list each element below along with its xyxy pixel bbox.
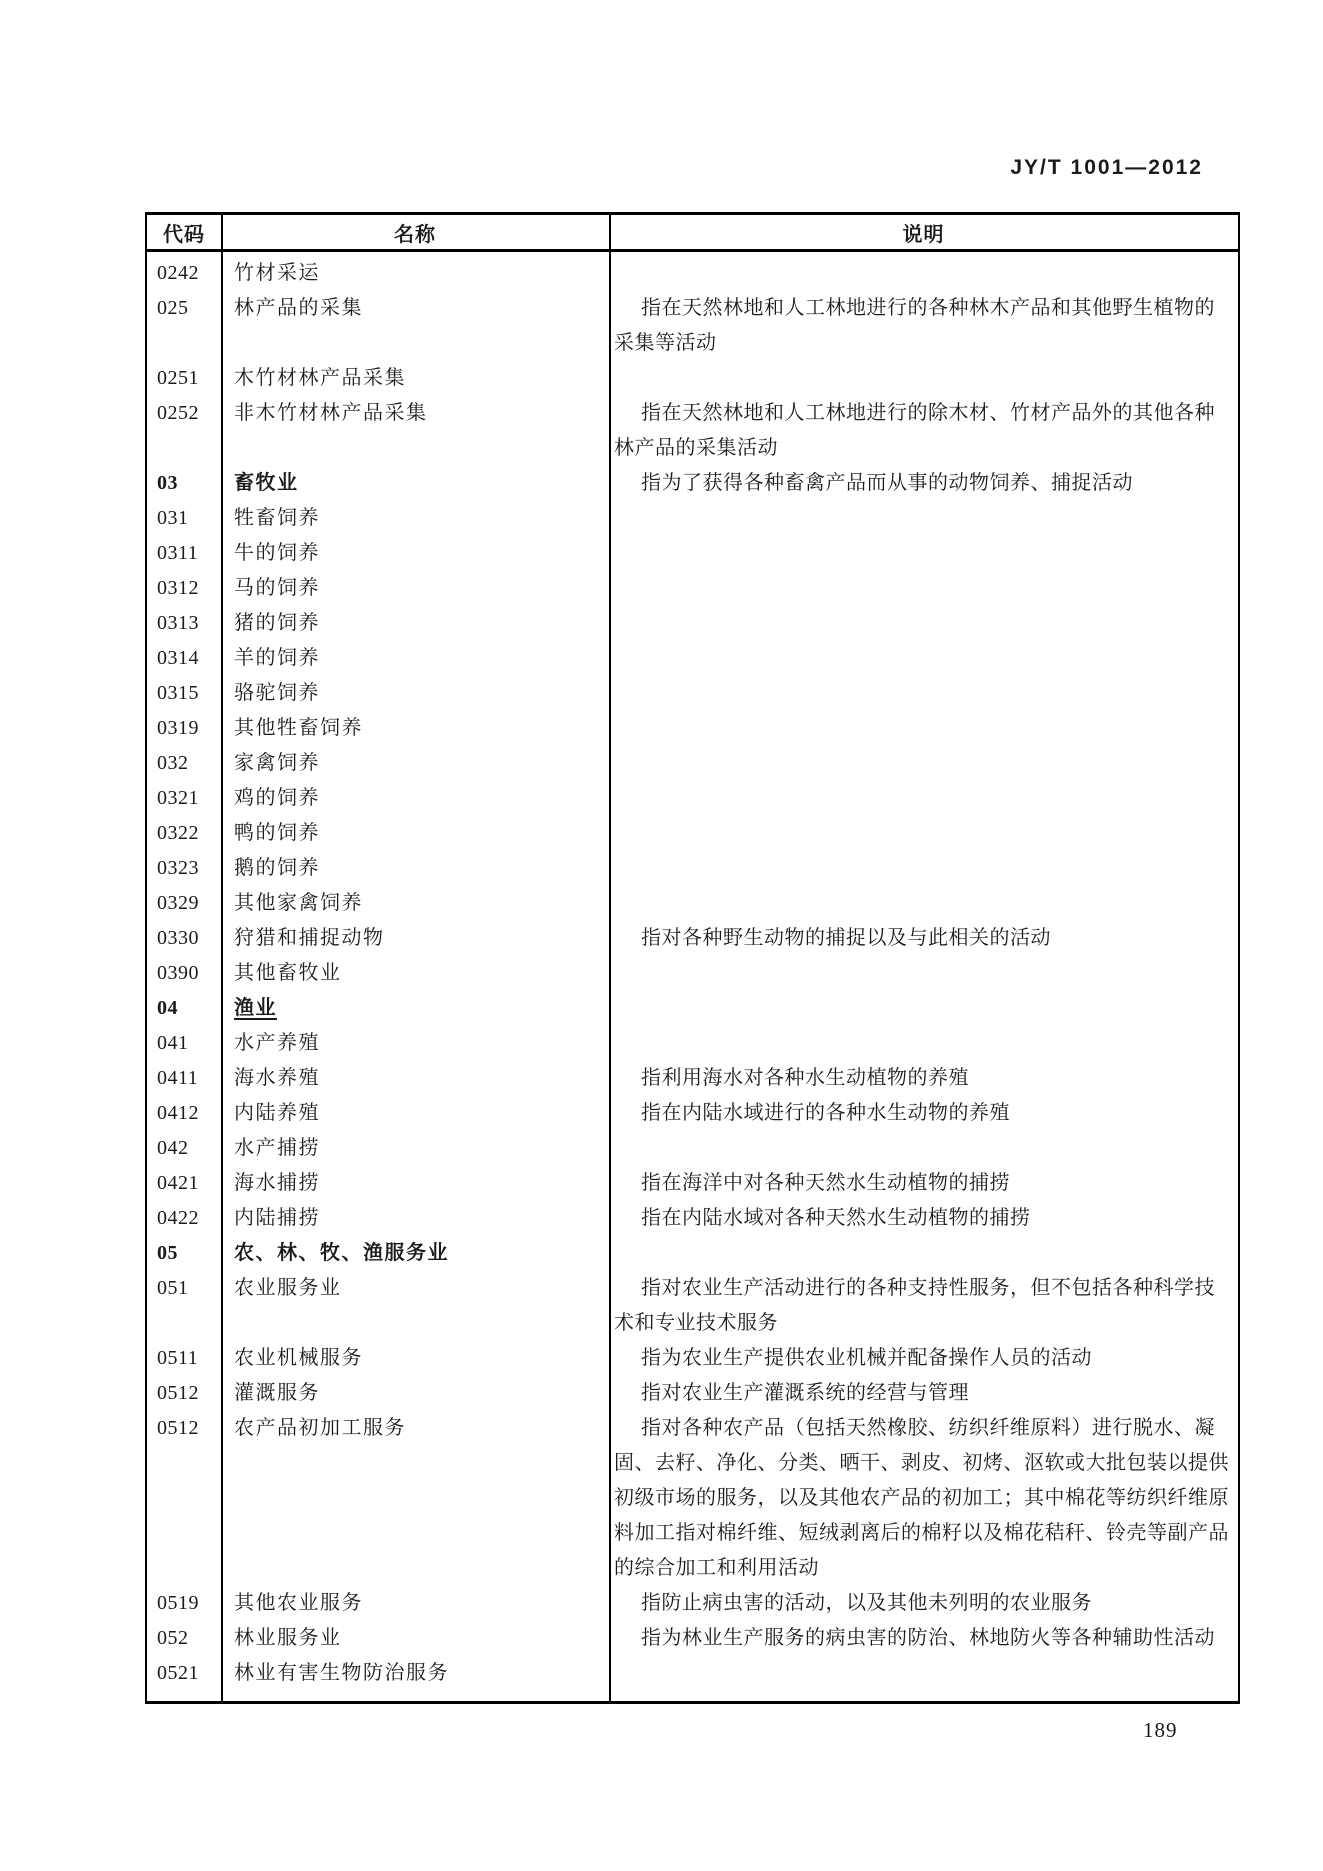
name-cell [221,886,609,921]
name-cell [221,396,609,431]
table-row [147,956,1238,991]
table-row [147,536,1238,571]
name-cell [221,1061,609,1096]
name-cell [221,1166,609,1201]
code-cell: 0412 [157,1102,199,1124]
table-row [147,1131,1238,1166]
page-number: 189 [1143,1718,1178,1742]
name-text: 内陆养殖 [234,1102,320,1124]
code-cell: 0311 [157,542,199,564]
code-cell: 0519 [157,1592,199,1614]
table-row [147,1096,1238,1131]
name-cell [221,536,609,571]
code-cell: 04 [157,997,178,1019]
name-text: 农、林、牧、渔服务业 [234,1242,449,1264]
name-cell [221,361,609,396]
name-cell [221,1411,609,1446]
table-row [147,676,1238,711]
code-cell: 0251 [157,367,199,389]
table-row [147,921,1238,956]
table-row [147,1656,1238,1691]
table-row [147,361,1238,396]
name-cell [221,256,609,291]
name-cell [221,1271,609,1306]
code-cell: 0319 [157,717,199,739]
name-text: 内陆捕捞 [234,1207,320,1229]
name-cell [221,1236,609,1271]
code-cell: 0512 [157,1417,199,1439]
code-cell: 0512 [157,1382,199,1404]
name-text: 农产品初加工服务 [234,1417,406,1439]
code-cell: 0511 [157,1347,199,1369]
name-cell [221,1131,609,1166]
description-cell: 指为了获得各种畜禽产品而从事的动物饲养、捕捉活动 [641,472,1133,494]
name-text: 海水捕捞 [234,1172,320,1194]
description-cell: 指在内陆水域对各种天然水生动植物的捕捞 [641,1207,1031,1229]
name-cell [221,466,609,501]
description-cell: 指在天然林地和人工林地进行的除木材、竹材产品外的其他各种林产品的采集活动 [614,402,1215,459]
name-text: 骆驼饲养 [234,682,320,704]
table-row [147,1271,1238,1341]
name-cell [221,1586,609,1621]
name-cell [221,921,609,956]
table-header-row [147,215,1238,252]
code-cell: 0313 [157,612,199,634]
code-cell: 05 [157,1242,178,1264]
name-cell [221,711,609,746]
name-text: 水产养殖 [234,1032,320,1054]
description-cell: 指在海洋中对各种天然水生动植物的捕捞 [641,1172,1010,1194]
name-cell [221,1621,609,1656]
code-cell: 0314 [157,647,199,669]
table-row [147,746,1238,781]
table-row [147,396,1238,466]
column-header-code: 代码 [163,223,205,246]
name-cell [221,1656,609,1691]
name-text: 其他畜牧业 [234,962,342,984]
code-cell: 0323 [157,857,199,879]
name-text: 其他家禽饲养 [234,892,363,914]
name-text: 竹材采运 [234,262,320,284]
code-cell: 0321 [157,787,199,809]
classification-table [145,212,1240,1704]
table-row [147,1411,1238,1586]
name-text: 羊的饲养 [234,647,320,669]
name-text: 林业有害生物防治服务 [234,1662,449,1684]
column-divider [221,215,223,1701]
name-cell [221,291,609,326]
code-cell: 0322 [157,822,199,844]
code-cell: 0390 [157,962,199,984]
name-text: 林产品的采集 [234,297,363,319]
name-cell [221,676,609,711]
code-cell: 0330 [157,927,199,949]
name-cell [221,571,609,606]
name-text: 鸭的饲养 [234,822,320,844]
name-cell [221,1026,609,1061]
name-cell [221,606,609,641]
name-cell [221,641,609,676]
code-cell: 0411 [157,1067,199,1089]
table-row [147,1341,1238,1376]
table-row [147,291,1238,361]
table-row [147,991,1238,1026]
code-cell: 052 [157,1627,189,1649]
name-text: 农业服务业 [234,1277,342,1299]
description-cell: 指对农业生产灌溉系统的经营与管理 [641,1382,969,1404]
table-row [147,501,1238,536]
table-row [147,466,1238,501]
table-row [147,641,1238,676]
code-cell: 0315 [157,682,199,704]
name-cell [221,1341,609,1376]
name-text: 牛的饲养 [234,542,320,564]
code-cell: 0521 [157,1662,199,1684]
name-cell [221,1096,609,1131]
table-row [147,606,1238,641]
name-text: 海水养殖 [234,1067,320,1089]
table-row [147,256,1238,291]
table-row [147,1236,1238,1271]
table-row [147,1026,1238,1061]
name-cell [221,746,609,781]
name-cell [221,956,609,991]
name-text: 木竹材林产品采集 [234,367,406,389]
description-cell: 指为林业生产服务的病虫害的防治、林地防火等各种辅助性活动 [641,1627,1215,1649]
table-row [147,571,1238,606]
description-cell: 指在内陆水域进行的各种水生动物的养殖 [641,1102,1010,1124]
name-text: 牲畜饲养 [234,507,320,529]
name-text: 林业服务业 [234,1627,342,1649]
description-cell: 指利用海水对各种水生动植物的养殖 [641,1067,969,1089]
name-text: 畜牧业 [234,472,299,494]
code-cell: 0312 [157,577,199,599]
column-header-name: 名称 [394,223,436,246]
column-divider [609,215,611,1701]
code-cell: 03 [157,472,178,494]
code-cell: 0421 [157,1172,199,1194]
table-row [147,1376,1238,1411]
code-cell: 042 [157,1137,189,1159]
code-cell: 0329 [157,892,199,914]
table-row [147,711,1238,746]
name-text: 农业机械服务 [234,1347,363,1369]
description-cell: 指对各种野生动物的捕捉以及与此相关的活动 [641,927,1051,949]
name-cell [221,816,609,851]
code-cell: 032 [157,752,189,774]
name-text: 家禽饲养 [234,752,320,774]
table-row [147,1586,1238,1621]
table-row [147,1166,1238,1201]
name-text: 其他牲畜饲养 [234,717,363,739]
name-cell [221,991,609,1026]
name-text: 鸡的饲养 [234,787,320,809]
code-cell: 031 [157,507,189,529]
name-text: 其他农业服务 [234,1592,363,1614]
name-cell [221,851,609,886]
name-text: 猪的饲养 [234,612,320,634]
name-cell [221,1376,609,1411]
table-row [147,1061,1238,1096]
table-body [147,252,1238,1701]
table-row [147,1621,1238,1656]
name-text: 渔业 [234,997,277,1019]
name-text: 鹅的饲养 [234,857,320,879]
description-cell: 指防止病虫害的活动，以及其他未列明的农业服务 [641,1592,1092,1614]
description-cell: 指对各种农产品（包括天然橡胶、纺织纤维原料）进行脱水、凝固、去籽、净化、分类、晒干、剥皮、初烤、沤软或大批包装以提供初级市场的服务，以及其他农产品的初加工；其中棉花等纺织纤维原料加工指对棉纤维、短绒剥离后的棉籽以及棉花秸秆、铃壳等副产品的综合加工和利用活动 [614,1417,1229,1579]
name-text: 非木竹材林产品采集 [234,402,428,424]
column-header-description: 说明 [902,223,945,246]
name-cell [221,1201,609,1236]
standard-number: JY/T 1001—2012 [1010,156,1203,179]
table-row [147,1201,1238,1236]
name-text: 狩猎和捕捉动物 [234,927,385,949]
table-row [147,816,1238,851]
description-cell: 指对农业生产活动进行的各种支持性服务，但不包括各种科学技术和专业技术服务 [614,1277,1215,1334]
name-cell [221,781,609,816]
description-cell: 指为农业生产提供农业机械并配备操作人员的活动 [641,1347,1092,1369]
code-cell: 0242 [157,262,199,284]
table-row [147,851,1238,886]
name-cell [221,501,609,536]
code-cell: 041 [157,1032,189,1054]
code-cell: 0252 [157,402,199,424]
code-cell: 051 [157,1277,189,1299]
name-text: 灌溉服务 [234,1382,320,1404]
description-cell: 指在天然林地和人工林地进行的各种林木产品和其他野生植物的采集等活动 [614,297,1215,354]
table-row [147,781,1238,816]
code-cell: 0422 [157,1207,199,1229]
table-row [147,886,1238,921]
name-text: 水产捕捞 [234,1137,320,1159]
name-text: 马的饲养 [234,577,320,599]
code-cell: 025 [157,297,189,319]
